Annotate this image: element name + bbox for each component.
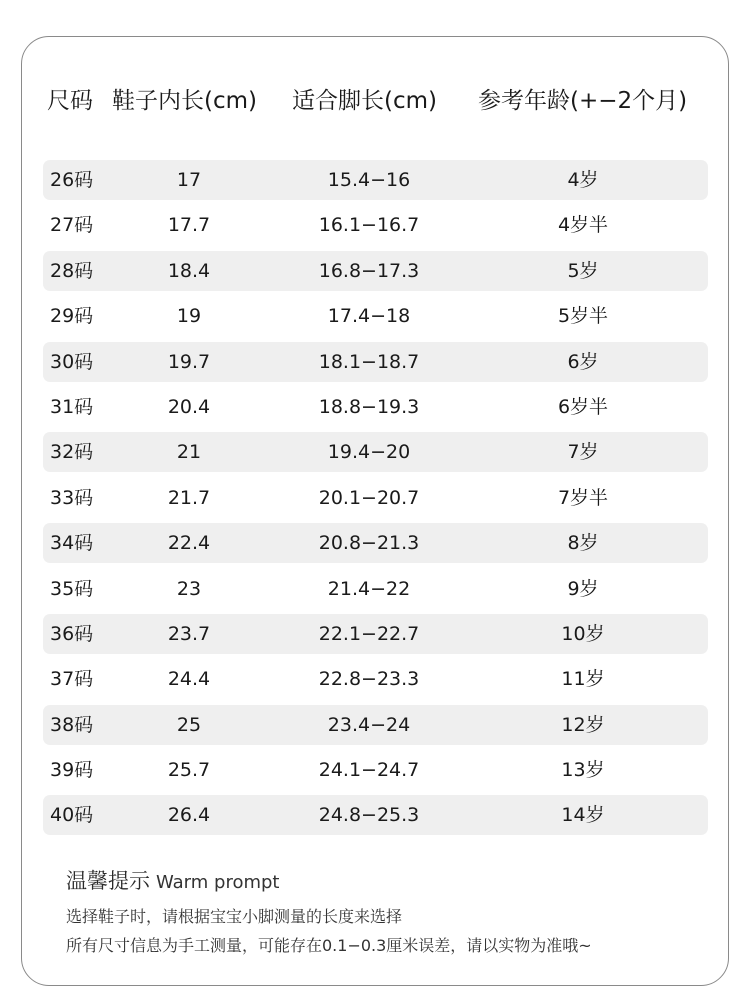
table-row: 30码 19.7 18.1−18.7 6岁 (43, 342, 708, 382)
table-row: 33码 21.7 20.1−20.7 7岁半 (43, 478, 708, 518)
cell-size: 39码 (50, 759, 94, 782)
table-row: 26码 17 15.4−16 4岁 (43, 160, 708, 200)
warm-prompt-title-en: Warm prompt (156, 872, 280, 893)
table-row: 29码 19 17.4−18 5岁半 (43, 296, 708, 336)
cell-size: 28码 (50, 259, 94, 282)
table-row: 36码 23.7 22.1−22.7 10岁 (43, 614, 708, 654)
table-row: 31码 20.4 18.8−19.3 6岁半 (43, 387, 708, 427)
warm-prompt-title-cn: 温馨提示 (66, 869, 150, 893)
table-row: 39码 25.7 24.1−24.7 13岁 (43, 750, 708, 790)
cell-size: 35码 (50, 577, 94, 600)
table-row: 35码 23 21.4−22 9岁 (43, 569, 708, 609)
header-inner-length: 鞋子内长(cm) (112, 88, 257, 114)
cell-size: 32码 (50, 441, 94, 464)
table-header (0, 84, 750, 118)
cell-size: 29码 (50, 305, 94, 328)
cell-size: 36码 (50, 622, 94, 645)
table-row: 40码 26.4 24.8−25.3 14岁 (43, 795, 708, 835)
header-age: 参考年龄(+−2个月) (478, 88, 688, 114)
cell-size: 37码 (50, 668, 94, 691)
table-row: 37码 24.4 22.8−23.3 11岁 (43, 659, 708, 699)
warm-prompt-line-1: 选择鞋子时，请根据宝宝小脚测量的长度来选择 (66, 907, 403, 926)
cell-size: 38码 (50, 713, 94, 736)
table-row: 27码 17.7 16.1−16.7 4岁半 (43, 205, 708, 245)
table-row: 38码 25 23.4−24 12岁 (43, 705, 708, 745)
cell-size: 27码 (50, 214, 94, 237)
cell-size: 40码 (50, 804, 94, 827)
table-row: 28码 18.4 16.8−17.3 5岁 (43, 251, 708, 291)
table-row: 32码 21 19.4−20 7岁 (43, 432, 708, 472)
warm-prompt-line-2: 所有尺寸信息为手工测量，可能存在0.1−0.3厘米误差，请以实物为准哦~ (66, 936, 592, 955)
cell-size: 26码 (50, 169, 94, 191)
size-table (43, 160, 708, 841)
table-row: 34码 22.4 20.8−21.3 8岁 (43, 523, 708, 563)
cell-size: 30码 (50, 350, 94, 373)
cell-size: 33码 (50, 486, 94, 509)
header-foot-length: 适合脚长(cm) (292, 88, 437, 114)
cell-size: 34码 (50, 532, 94, 555)
cell-size: 31码 (50, 395, 94, 418)
warm-prompt-title (66, 866, 279, 898)
header-size: 尺码 (47, 88, 93, 114)
